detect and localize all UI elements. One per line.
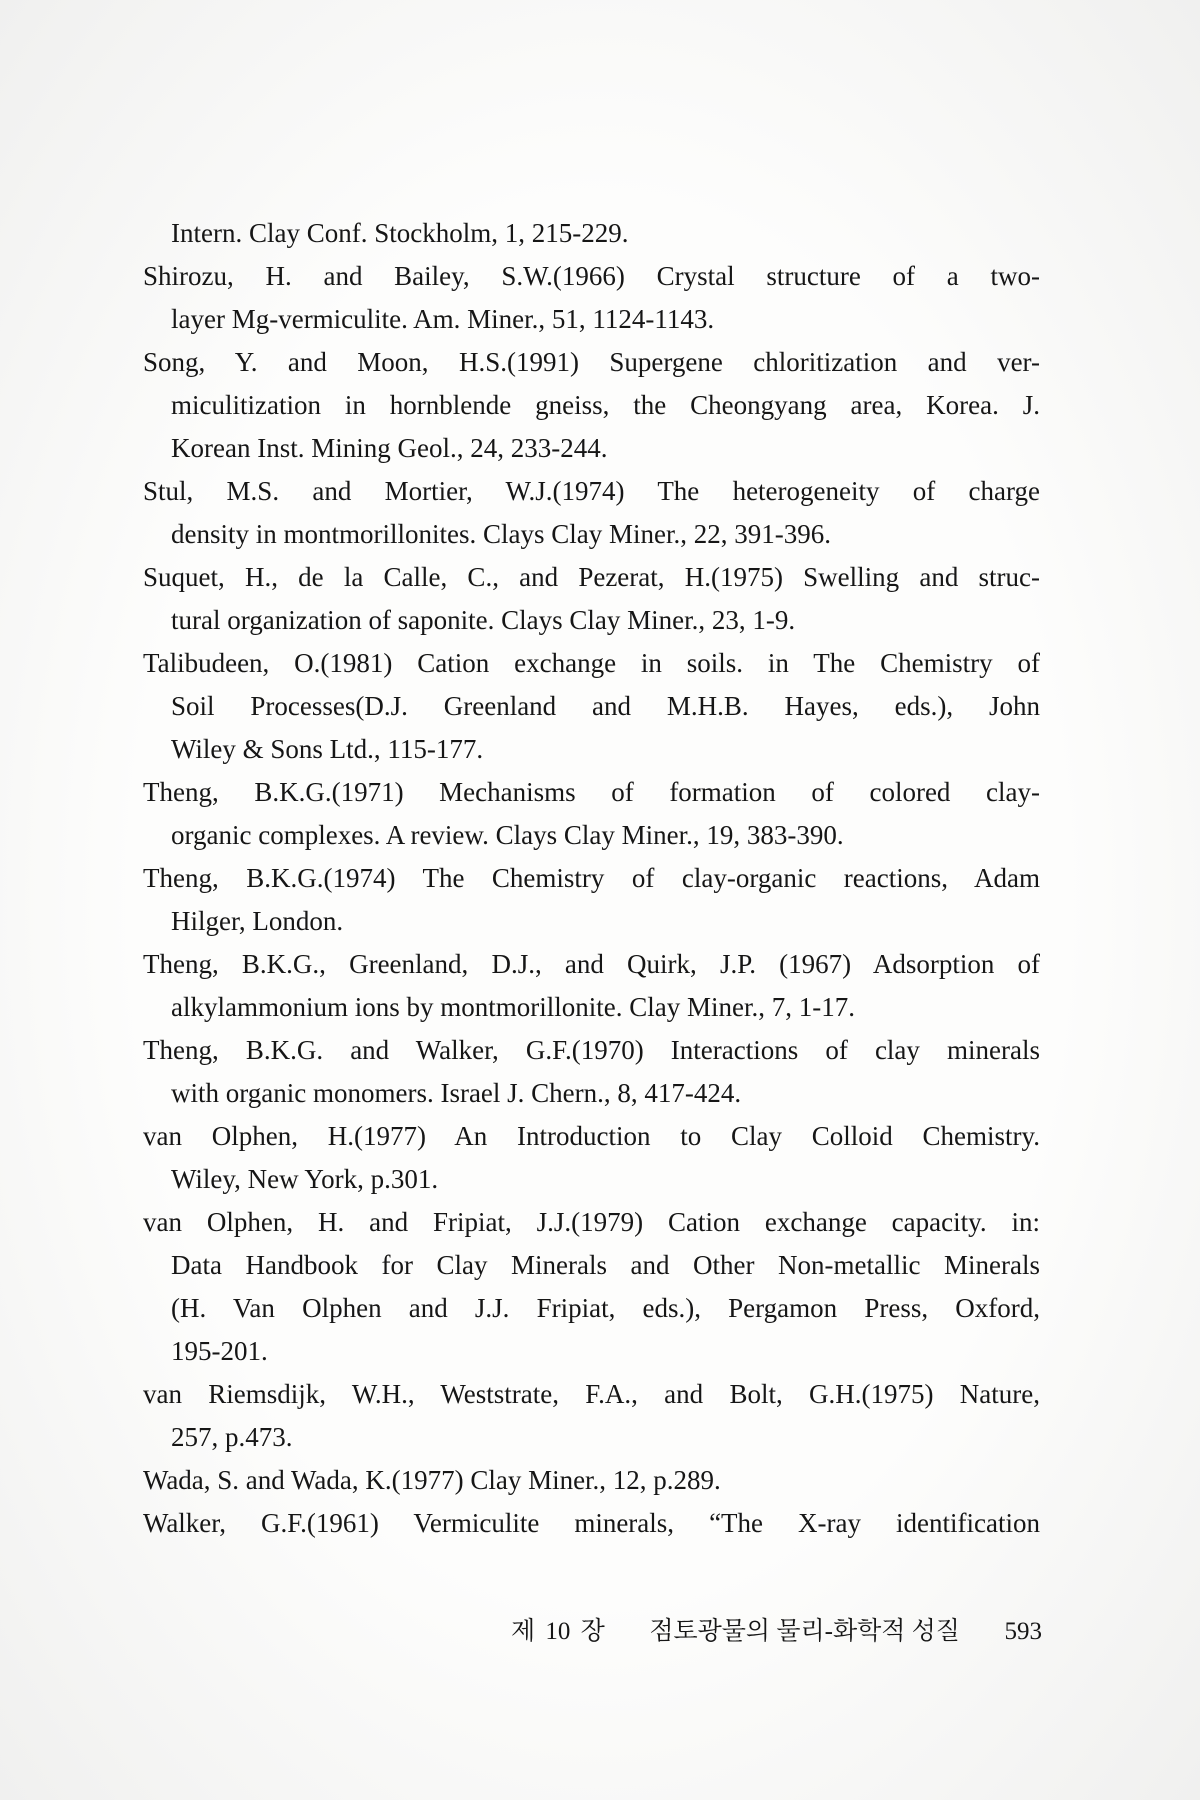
reference-entry	[143, 1115, 1040, 1201]
footer-chapter-title: 점토광물의 물리-화학적 성질	[649, 1618, 960, 1645]
reference-line: Soil Processes(D.J. Greenland and M.H.B. Hayes, eds.), John	[171, 691, 1040, 721]
reference-line: Intern. Clay Conf. Stockholm, 1, 215-229.	[171, 218, 629, 248]
reference-entry	[143, 1029, 1040, 1115]
reference-line: Wiley & Sons Ltd., 115-177.	[171, 734, 484, 764]
reference-entry	[143, 857, 1040, 943]
reference-line: alkylammonium ions by montmorillonite. Clay Miner., 7, 1-17.	[171, 992, 855, 1022]
reference-entry	[143, 1459, 1040, 1502]
reference-line: Talibudeen, O.(1981) Cation exchange in soils. in The Chemistry of	[143, 648, 1040, 678]
reference-entry	[143, 255, 1040, 341]
reference-line: van Riemsdijk, W.H., Weststrate, F.A., and Bolt, G.H.(1975) Nature,	[143, 1379, 1040, 1409]
page-footer	[511, 1612, 1042, 1652]
reference-line: Hilger, London.	[171, 906, 344, 936]
reference-line: Shirozu, H. and Bailey, S.W.(1966) Crystal structure of a two-	[143, 261, 1040, 291]
reference-entry	[143, 642, 1040, 771]
reference-line: 195-201.	[171, 1336, 268, 1366]
reference-line: Theng, B.K.G. and Walker, G.F.(1970) Interactions of clay minerals	[143, 1035, 1040, 1065]
reference-entry	[143, 470, 1040, 556]
reference-list	[143, 212, 1040, 1545]
reference-line: Theng, B.K.G., Greenland, D.J., and Quirk, J.P. (1967) Adsorption of	[143, 949, 1040, 979]
reference-entry	[143, 1502, 1040, 1545]
reference-line: Song, Y. and Moon, H.S.(1991) Supergene chloritization and ver-	[143, 347, 1040, 377]
reference-line: Data Handbook for Clay Minerals and Other Non-metallic Minerals	[171, 1250, 1040, 1280]
reference-line: miculitization in hornblende gneiss, the Cheongyang area, Korea. J.	[171, 390, 1040, 420]
reference-line: layer Mg-vermiculite. Am. Miner., 51, 1124-1143.	[171, 304, 715, 334]
reference-line: Wada, S. and Wada, K.(1977) Clay Miner., 12, p.289.	[143, 1465, 721, 1495]
reference-line: organic complexes. A review. Clays Clay Miner., 19, 383-390.	[171, 820, 844, 850]
reference-line: Walker, G.F.(1961) Vermiculite minerals, “The X-ray identification	[143, 1508, 1040, 1538]
reference-entry	[143, 1201, 1040, 1373]
reference-line: van Olphen, H. and Fripiat, J.J.(1979) Cation exchange capacity. in:	[143, 1207, 1040, 1237]
reference-line: (H. Van Olphen and J.J. Fripiat, eds.), Pergamon Press, Oxford,	[171, 1293, 1040, 1323]
page-number: 593	[1004, 1618, 1042, 1645]
reference-line: Theng, B.K.G.(1971) Mechanisms of formation of colored clay-	[143, 777, 1040, 807]
reference-line: Stul, M.S. and Mortier, W.J.(1974) The heterogeneity of charge	[143, 476, 1040, 506]
reference-line: Wiley, New York, p.301.	[171, 1164, 439, 1194]
reference-entry	[143, 943, 1040, 1029]
reference-line: density in montmorillonites. Clays Clay Miner., 22, 391-396.	[171, 519, 831, 549]
reference-entry	[143, 556, 1040, 642]
reference-entry	[143, 771, 1040, 857]
footer-chapter: 제 10 장	[511, 1618, 605, 1645]
reference-line: tural organization of saponite. Clays Clay Miner., 23, 1-9.	[171, 605, 796, 635]
reference-line: 257, p.473.	[171, 1422, 293, 1452]
reference-line: Korean Inst. Mining Geol., 24, 233-244.	[171, 433, 608, 463]
reference-line: Theng, B.K.G.(1974) The Chemistry of clay-organic reactions, Adam	[143, 863, 1040, 893]
reference-entry	[143, 1373, 1040, 1459]
reference-line: with organic monomers. Israel J. Chern., 8, 417-424.	[171, 1078, 742, 1108]
reference-line: van Olphen, H.(1977) An Introduction to Clay Colloid Chemistry.	[143, 1121, 1040, 1151]
reference-entry	[143, 341, 1040, 470]
reference-entry	[143, 212, 1040, 255]
reference-line: Suquet, H., de la Calle, C., and Pezerat, H.(1975) Swelling and struc-	[143, 562, 1040, 592]
